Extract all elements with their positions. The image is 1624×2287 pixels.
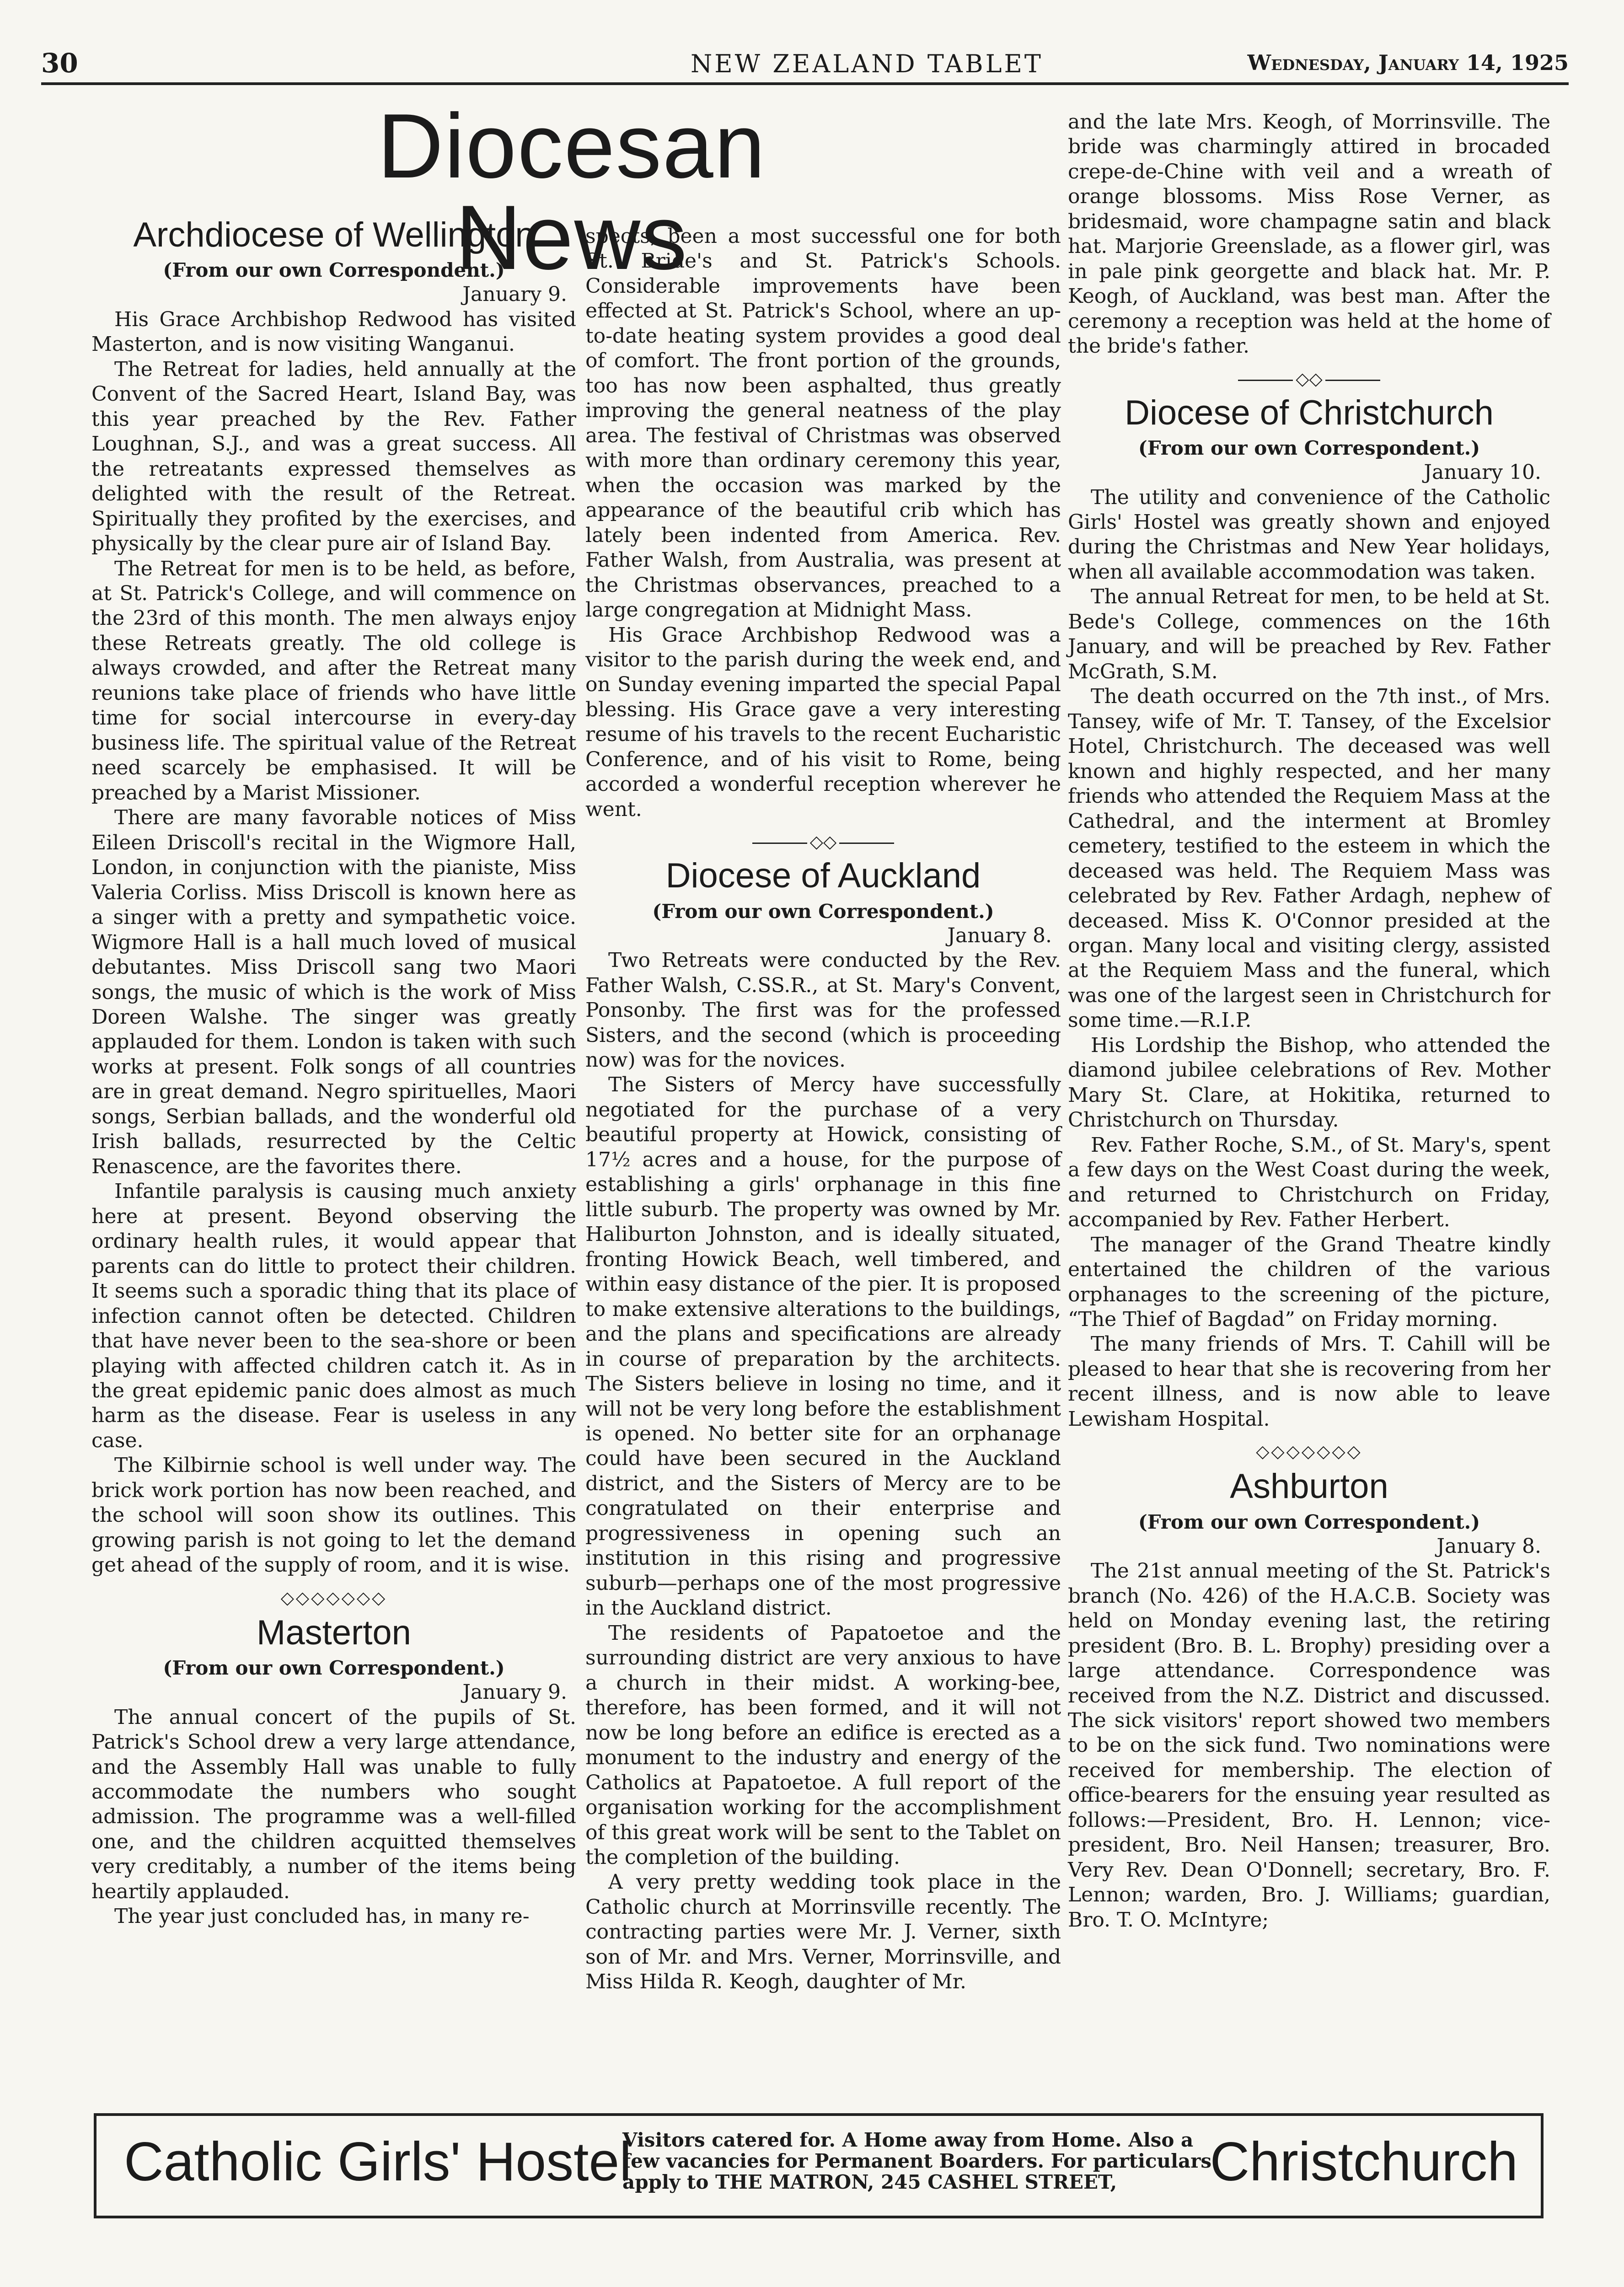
dateline: January 9.: [462, 1680, 567, 1704]
divider-ornament: ◇◇: [1296, 368, 1323, 389]
paragraph: The annual Retreat for men, to be held at St. Bede's College, commences on the 16th January, and will be preached by Rev. Father McGrath, S.M.: [1068, 585, 1550, 683]
advertisement-box: [94, 2113, 1544, 2218]
section-title-christchurch: Diocese of Christchurch: [1125, 393, 1494, 432]
paragraph: The annual concert of the pupils of St. Patrick's School drew a very large attendance, and the Assembly Hall was unable to fully accommodate the numbers who sought admission. The programme was a well-filled one, and the children acquitted themselves very creditably, a number of the items being heartily applauded.: [91, 1705, 576, 1903]
paragraph: There are many favorable notices of Miss Eileen Driscoll's recital in the Wigmore Hall, London, in conjunction with the pianiste, Miss Valeria Corliss. Miss Driscoll is known here as a singer with a pretty and sympathetic voice. Wigmore Hall is a hall much loved of musical debutantes. Miss Driscoll sang two Maori songs, the music of which is the work of Miss Doreen Walshe. The singer was greatly applauded for them. London is taken with such works at present. Folk songs of all countries are in great demand. Negro spirituelles, Maori songs, Serbian ballads, and the wonderful old Irish ballads, resurrected by the Celtic Renascence, are the favorites there.: [91, 806, 576, 1178]
paragraph: The 21st annual meeting of the St. Patrick's branch (No. 426) of the H.A.C.B. Society was held on Monday evening last, the retiring president (Bro. B. L. Brophy) presiding over a large attendance. Correspondence was received from the N.Z. District and discussed. The sick visitors' report showed two members to be on the sick fund. Two nominations were received for membership. The election of office-bearers for the ensuing year resulted as follows:—President, Bro. H. Lennon; vice-president, Bro. Neil Hansen; treasurer, Bro. Very Rev. Dean O'Donnell; secretary, Bro. F. Lennon; warden, Bro. J. Williams; guardian, Bro. T. O. McIntyre;: [1068, 1559, 1550, 1932]
paragraph: The Sisters of Mercy have successfully negotiated for the purchase of a very beautiful property at Howick, consisting of 17½ acres and a house, for the purpose of establishing a girls' orphanage in this fine little suburb. The property was owned by Mr. Haliburton Johnston, and is ideally situated, fronting Howick Beach, well timbered, and within easy distance of the pier. It is proposed to make extensive alterations to the buildings, and the plans and specifications are already in course of preparation by the architects. The Sisters believe in losing no time, and it will not be very long before the establishment is opened. No better site for an orphanage could have been secured in the Auckland district, and the Sisters of Mercy are to be congratulated on their enterprise and progressiveness in opening such an institution in this rising and progressive suburb—perhaps one of the most progressive in the Auckland district.: [585, 1073, 1061, 1620]
paragraph: His Lordship the Bishop, who attended the diamond jubilee celebrations of Rev. Mother Mary St. Clare, at Hokitika, returned to Christchurch on Thursday.: [1068, 1033, 1550, 1132]
ornament-divider: ◇◇◇◇◇◇◇: [1256, 1441, 1362, 1462]
paragraph: The Retreat for ladies, held annually at the Convent of the Sacred Heart, Island Bay, was this year preached by the Rev. Father Loughnan, S.J., and was a great success. All the retreatants expressed themselves as delighted with the result of the Retreat. Spiritually they profited by the exercises, and physically by the clear pure air of Island Bay.: [91, 357, 576, 556]
dateline: January 8.: [947, 923, 1052, 947]
paragraph: Infantile paralysis is causing much anxiety here at present. Beyond observing the ordinary health rules, it would appear that parents can do little to protect their children. It seems such a sporadic thing that its place of infection cannot often be detected. Children that have never been to the sea-shore or been playing with affected children catch it. As in the great epidemic panic does almost as much harm as the disease. Fear is useless in any case.: [91, 1180, 576, 1452]
ornament-divider: ◇◇◇◇◇◇◇: [280, 1587, 387, 1608]
correspondent-line: (From our own Correspondent.): [1138, 1510, 1480, 1533]
correspondent-line: (From our own Correspondent.): [1138, 437, 1480, 460]
paragraph: The residents of Papatoetoe and the surrounding district are very anxious to have a church in their midst. A working-bee, therefore, has been formed, and it will not now be long before an edifice is erected as a monument to the industry and energy of the Catholics at Papatoetoe. A full report of the organisation working for the accomplishment of this great work will be sent to the Tablet on the completion of the building.: [585, 1621, 1061, 1869]
issue-date: Wednesday, January 14, 1925: [1247, 50, 1569, 75]
paragraph: The Kilbirnie school is well under way. The brick work portion has now been reached, and the school will soon show its outlines. This growing parish is not going to let the demand get ahead of the supply of room, and it is wise.: [91, 1454, 576, 1577]
dateline: January 8.: [1436, 1534, 1541, 1558]
correspondent-line: (From our own Correspondent.): [652, 900, 994, 923]
section-divider: [585, 833, 1061, 850]
paragraph: spects, been a most successful one for both St. Bride's and St. Patrick's Schools. Considerable improvements have been effected at St. Patrick's School, where an up-to-date heating system provides a good deal of comfort. The front portion of the grounds, too has now been asphalted, thus greatly improving the general neatness of the play area. The festival of Christmas was observed with more than ordinary ceremony this year, when the occasion was marked by the appearance of the beautiful crib which has lately been indented from America. Rev. Father Walsh, from Australia, was present at the Christmas observances, preached to a large congregation at Midnight Mass.: [585, 225, 1061, 622]
advert-line: few vacancies for Permanent Boarders. For particulars: [622, 2150, 1211, 2173]
section-title-wellington: Archdiocese of Wellington: [133, 215, 535, 254]
page-number: 30: [41, 48, 78, 79]
page-header: [41, 46, 1569, 85]
dateline: January 9.: [462, 283, 567, 306]
advert-line: Visitors catered for. A Home away from Home. Also a: [622, 2129, 1194, 2151]
dateline: January 10.: [1424, 461, 1541, 484]
advert-line: apply to THE MATRON, 245 CASHEL STREET,: [622, 2171, 1117, 2194]
paragraph: The Retreat for men is to be held, as before, at St. Patrick's College, and will commence on the 23rd of this month. The men always enjoy these Retreats greatly. The old college is always crowded, and after the Retreat many reunions take place of friends who have little time for social intercourse in every-day business life. The spiritual value of the Retreat need scarcely be emphasised. It will be preached by a Marist Missioner.: [91, 557, 576, 805]
paragraph: Two Retreats were conducted by the Rev. Father Walsh, C.SS.R., at St. Mary's Convent, Ponsonby. The first was for the professed Sisters, and the second (which is proceeding now) was for the novices.: [585, 949, 1061, 1072]
advert-hostel-name: Catholic Girls' Hostel: [124, 2131, 632, 2192]
paragraph: A very pretty wedding took place in the Catholic church at Morrinsville recently. The contracting parties were Mr. J. Verner, sixth son of Mr. and Mrs. Verner, Morrinsville, and Miss Hilda R. Keogh, daughter of Mr.: [585, 1870, 1061, 1994]
correspondent-line: (From our own Correspondent.): [163, 1657, 505, 1680]
publication-title: NEW ZEALAND TABLET: [691, 49, 1043, 78]
column-1: [91, 215, 576, 1929]
paragraph: The many friends of Mrs. T. Cahill will be pleased to hear that she is recovering from her recent illness, and is now able to leave Lewisham Hospital.: [1068, 1332, 1550, 1431]
paragraph: The utility and convenience of the Catholic Girls' Hostel was greatly shown and enjoyed during the Christmas and New Year holidays, when all available accommodation was taken.: [1068, 485, 1550, 584]
section-title-ashburton: Ashburton: [1230, 1467, 1388, 1506]
correspondent-line: (From our own Correspondent.): [163, 259, 505, 282]
divider-ornament: ◇◇: [809, 831, 837, 852]
section-divider: [1068, 370, 1550, 387]
section-title-masterton: Masterton: [257, 1613, 411, 1652]
paragraph: The manager of the Grand Theatre kindly entertained the children of the various orphanages to the screening of the picture, “The Thief of Bagdad” on Friday morning.: [1068, 1233, 1550, 1331]
paragraph: Rev. Father Roche, S.M., of St. Mary's, spent a few days on the West Coast during the week, and returned to Christchurch on Friday, accompanied by Rev. Father Herbert.: [1068, 1133, 1550, 1232]
column-2: [585, 224, 1061, 1995]
paragraph: His Grace Archbishop Redwood was a visitor to the parish during the week end, and on Sunday evening imparted the special Papal blessing. His Grace gave a very interesting resume of his travels to the recent Eucharistic Conference, and of his visit to Rome, being accorded a wonderful reception wherever he went.: [585, 623, 1061, 821]
paragraph: The year just concluded has, in many re-: [114, 1905, 530, 1928]
paragraph: His Grace Archbishop Redwood has visited Masterton, and is now visiting Wanganui.: [91, 307, 576, 356]
advert-city: Christchurch: [1210, 2131, 1518, 2192]
paragraph: and the late Mrs. Keogh, of Morrinsville. The bride was charmingly attired in brocaded crepe-de-Chine with veil and a wreath of orange blossoms. Miss Rose Verner, as bridesmaid, wore champagne satin and black hat. Marjorie Greenslade, as a flower girl, was in pale pink georgette and black hat. Mr. P. Keogh, of Auckland, was best man. After the ceremony a reception was held at the home of the bride's father.: [1068, 110, 1550, 358]
column-3: [1068, 110, 1550, 1933]
section-title-auckland: Diocese of Auckland: [665, 856, 981, 896]
paragraph: The death occurred on the 7th inst., of Mrs. Tansey, wife of Mr. T. Tansey, of the Excelsior Hotel, Christchurch. The deceased was well known and highly respected, and her many friends who attended the Requiem Mass at the Cathedral, and the interment at Bromley cemetery, testified to the esteem in which the deceased was held. The Requiem Mass was celebrated by Rev. Father Ardagh, nephew of deceased. Miss K. O'Connor presided at the organ. Many local and visiting clergy, assisted at the Requiem Mass and the funeral, which was one of the largest seen in Christchurch for some time.—R.I.P.: [1068, 685, 1550, 1032]
masthead-title: Diocesan News: [377, 95, 766, 289]
